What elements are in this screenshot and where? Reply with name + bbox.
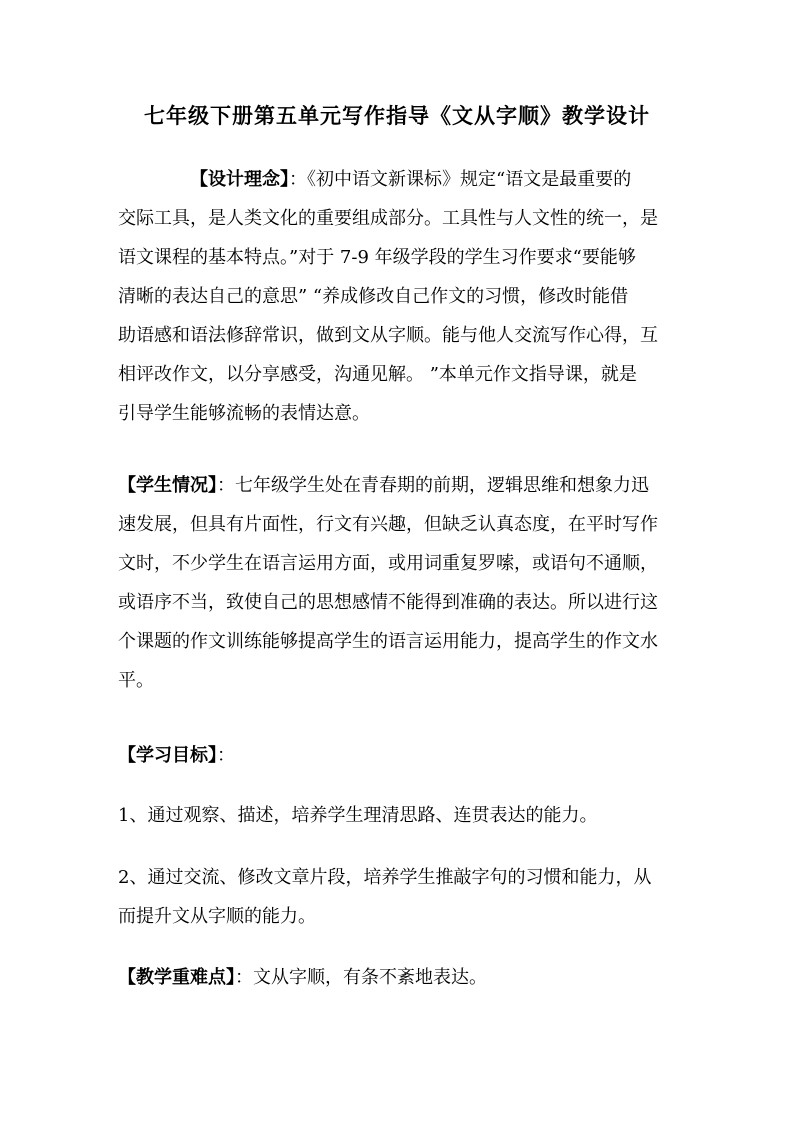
design-concept-line: 相评改作文，以分享感受，沟通见解。 ”本单元作文指导课，就是 bbox=[118, 364, 637, 385]
design-concept-heading: 【设计理念】 bbox=[190, 169, 289, 190]
key-points-line: 【教学重难点】：文从字顺，有条不紊地表达。 bbox=[118, 967, 487, 988]
key-points-heading: 【教学重难点】 bbox=[118, 967, 235, 988]
learning-goal-line: 而提升文从字顺的能力。 bbox=[118, 906, 316, 927]
learning-goal-2 bbox=[118, 858, 684, 936]
learning-goals-line: 【学习目标】： bbox=[118, 745, 235, 766]
student-situation-heading: 【学生情况】 bbox=[118, 475, 217, 496]
student-situation-line: 文时，不少学生在语言运用方面，或用词重复罗嗦，或语句不通顺， bbox=[118, 553, 658, 574]
document-title: 七年级下册第五单元写作指导《文从字顺》教学设计 bbox=[144, 103, 650, 128]
learning-goals-section bbox=[118, 736, 684, 775]
student-situation-line: 平。 bbox=[118, 670, 154, 691]
design-concept-section bbox=[118, 160, 684, 433]
learning-goal-line: 2、通过交流、修改文章片段，培养学生推敲字句的习惯和能力，从 bbox=[118, 867, 652, 888]
design-concept-line: 交际工具，是人类文化的重要组成部分。工具性与人文性的统一，是 bbox=[118, 208, 658, 229]
design-concept-line: 语文课程的基本特点。”对于 7-9 年级学段的学生习作要求“要能够 bbox=[118, 247, 636, 268]
design-concept-line: 【设计理念】：《初中语文新课标》规定“语文是最重要的 bbox=[190, 169, 632, 190]
student-situation-line: 【学生情况】：七年级学生处在青春期的前期，逻辑思维和想象力迅 bbox=[118, 475, 649, 496]
design-concept-line: 引导学生能够流畅的表情达意。 bbox=[118, 403, 370, 424]
design-concept-line: 清晰的表达自己的意思” “养成修改自己作文的习惯，修改时能借 bbox=[118, 286, 629, 307]
student-situation-line: 个课题的作文训练能够提高学生的语言运用能力，提高学生的作文水 bbox=[118, 631, 658, 652]
learning-goals-heading: 【学习目标】 bbox=[118, 745, 217, 766]
design-concept-line: 助语感和语法修辞常识，做到文从字顺。能与他人交流写作心得，互 bbox=[118, 325, 658, 346]
student-situation-line: 速发展，但具有片面性，行文有兴趣，但缺乏认真态度，在平时写作 bbox=[118, 514, 658, 535]
student-situation-section bbox=[118, 466, 684, 700]
learning-goal-line: 1、通过观察、描述，培养学生理清思路、连贯表达的能力。 bbox=[118, 805, 598, 826]
student-situation-line: 或语序不当，致使自己的思想感情不能得到准确的表达。所以进行这 bbox=[118, 592, 658, 613]
learning-goal-1 bbox=[118, 796, 684, 835]
key-points-section bbox=[118, 958, 684, 997]
